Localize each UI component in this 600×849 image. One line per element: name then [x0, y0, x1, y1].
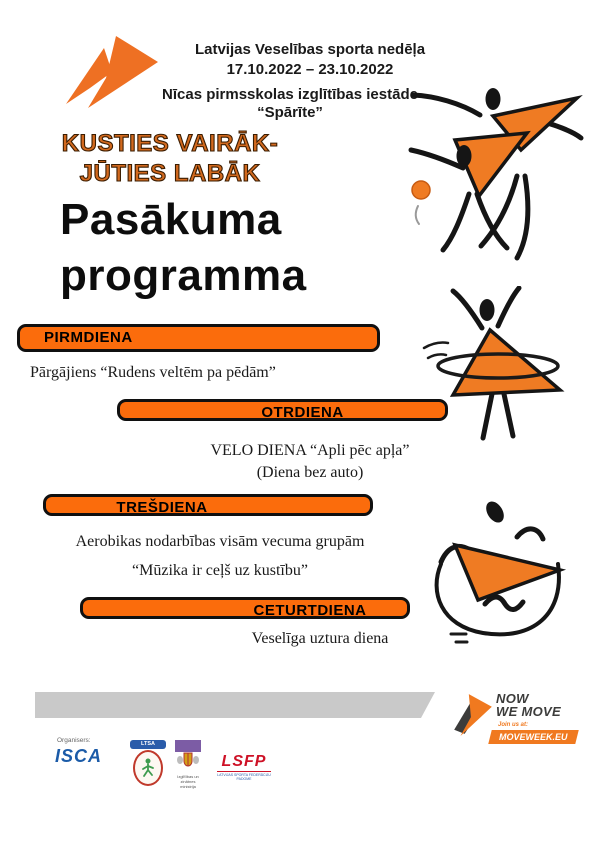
program-title [60, 192, 307, 304]
ministry-logo [173, 740, 203, 789]
lsfp-wordmark: LSFP [221, 753, 267, 770]
day-banner-tuesday: OTRDIENA [117, 399, 448, 421]
program-title-line1: Pasākuma [60, 195, 282, 244]
ltsa-oval [133, 750, 163, 786]
hula-hoop-figure-illustration [420, 286, 590, 454]
ministry-name-line2: ministrija [180, 784, 196, 789]
nwm-line2: WE MOVE [496, 704, 561, 719]
event-dates: 17.10.2022 – 23.10.2022 [226, 61, 394, 78]
ministry-name [173, 774, 203, 789]
tuesday-activity-line2: (Diena bez auto) [256, 464, 364, 481]
dancing-pair-illustration [405, 78, 600, 268]
moveweek-url-badge [488, 730, 578, 744]
school-name-line2: “Spārīte” [257, 104, 323, 121]
now-we-move-arrow-icon [452, 690, 494, 736]
organisers-block [55, 737, 295, 797]
wednesday-activity-line1: Aerobikas nodarbības visām vecuma grupām [75, 533, 365, 550]
isca-logo: ISCA [55, 746, 103, 766]
lsfp-divider [217, 771, 271, 772]
organisers-label: Organisers: [57, 737, 91, 744]
slogan-line1: KUSTIES VAIRĀK- [61, 130, 279, 157]
nwm-line1: NOW [496, 691, 529, 706]
moveweek-url: MOVEWEEK.EU [499, 732, 568, 742]
day-banner-wednesday: TREŠDIENA [43, 494, 373, 516]
ministry-name-line1: Izglītības un zinātnes [177, 774, 199, 784]
day-banner-thursday: CETURTDIENA [80, 597, 410, 619]
ministry-flag [175, 740, 201, 752]
thursday-activity: Veselīga uztura diena [251, 630, 389, 647]
now-we-move-wordmark [496, 692, 561, 718]
school-name-line1: Nīcas pirmsskolas izglītības iestāde [162, 86, 418, 103]
monday-activity: Pārgājiens “Rudens veltēm pa pēdām” [30, 364, 276, 381]
slogan-line2: JŪTIES LABĀK [79, 160, 261, 187]
join-us-text: Join us at: [498, 722, 529, 728]
ltsa-runner-icon [139, 757, 157, 779]
slogan [30, 129, 310, 189]
ltsa-banner-text: LTSA [130, 740, 166, 749]
program-title-line2: programma [60, 251, 307, 300]
tuesday-activity-line1: VELO DIENA “Apli pēc apļa” [210, 442, 410, 459]
lsfp-subtitle: LATVIJAS SPORTA FEDERĀCIJU PADOME [217, 773, 271, 781]
wednesday-activity-line2: “Mūzika ir ceļš uz kustību” [132, 562, 308, 579]
now-we-move-logo [452, 686, 594, 750]
wednesday-activity [20, 527, 420, 585]
day-banner-monday: PIRMDIENA [17, 324, 380, 352]
jump-rope-figure-illustration [425, 492, 595, 652]
ministry-coat-of-arms-icon [176, 752, 200, 768]
lsfp-logo [215, 754, 273, 781]
event-title [175, 40, 445, 80]
event-title-line1: Latvijas Veselības sporta nedēļa [194, 41, 426, 58]
ltsa-badge-logo [130, 740, 166, 786]
footer-gray-bar [35, 692, 435, 718]
